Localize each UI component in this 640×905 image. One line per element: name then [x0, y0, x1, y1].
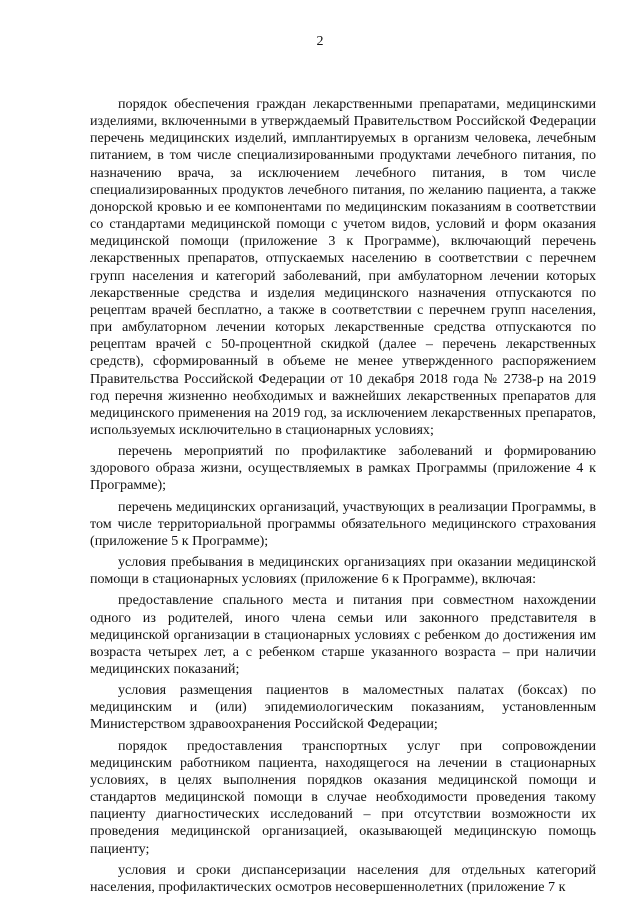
paragraph-dispensarization-conditions: условия и сроки диспансеризации населения для отдельных категорий населения, профилактических осмотров несовершеннолетних (приложение 7 к	[90, 861, 596, 895]
document-body	[90, 96, 596, 896]
paragraph-prevention-measures: перечень мероприятий по профилактике заболеваний и формированию здорового образа жизни, осуществляемых в рамках Программы (приложение 4 к Программе);	[90, 443, 596, 494]
paragraph-small-ward-placement: условия размещения пациентов в маломестных палатах (боксах) по медицинским и (или) эпидемиологическим показаниям, установленным Министерством здравоохранения Российской Федерации;	[90, 682, 596, 733]
paragraph-transport-services: порядок предоставления транспортных услуг при сопровождении медицинским работником пациента, находящегося на лечении в стационарных условиях, в целях выполнения порядков оказания медицинской помощи и стандартов медицинской помощи в случае необходимости проведения такому пациенту диагностических исследований – при отсутствии возможности их проведения медицинской организацией, оказывающей медицинскую помощь пациенту;	[90, 737, 596, 857]
paragraph-inpatient-stay-conditions: условия пребывания в медицинских организациях при оказании медицинской помощи в стационарных условиях (приложение 6 к Программе), включая:	[90, 554, 596, 588]
paragraph-drug-provision-procedure: порядок обеспечения граждан лекарственными препаратами, медицинскими изделиями, включенными в утверждаемый Правительством Российской Федерации перечень медицинских изделий, имплантируемых в организм человека, лечебным питанием, в том числе специализированными продуктами лечебного питания, по назначению врача, за исключением лечебного питания, в том числе специализированных продуктов лечебного питания, по желанию пациента, а также донорской кровью и ее компонентами по медицинским показаниям в соответствии со стандартами медицинской помощи с учетом видов, условий и форм оказания медицинской помощи (приложение 3 к Программе), включающий перечень лекарственных препаратов, отпускаемых населению в соответствии с перечнем групп населения и категорий заболеваний, при амбулаторном лечении которых лекарственные средства и изделия медицинского назначения отпускаются по рецептам врачей бесплатно, а также в соответствии с перечнем групп населения, при амбулаторном лечении которых лекарственные средства отпускаются по рецептам врачей с 50-процентной скидкой (далее – перечень лекарственных средств), сформированный в объеме не менее утвержденного распоряжением Правительства Российской Федерации от 10 декабря 2018 года № 2738-р на 2019 год перечня жизненно необходимых и важнейших лекарственных препаратов для медицинского применения на 2019 год, за исключением лекарственных препаратов, используемых исключительно в стационарных условиях;	[90, 96, 596, 438]
paragraph-medical-organizations-list: перечень медицинских организаций, участвующих в реализации Программы, в том числе территориальной программы обязательного медицинского страхования (приложение 5 к Программе);	[90, 498, 596, 549]
page-number: 2	[316, 34, 324, 49]
paragraph-parent-accommodation: предоставление спального места и питания при совместном нахождении одного из родителей, иного члена семьи или законного представителя в медицинской организации в стационарных условиях с ребенком до достижения им возраста четырех лет, а с ребенком старше указанного возраста – при наличии медицинских показаний;	[90, 592, 596, 677]
